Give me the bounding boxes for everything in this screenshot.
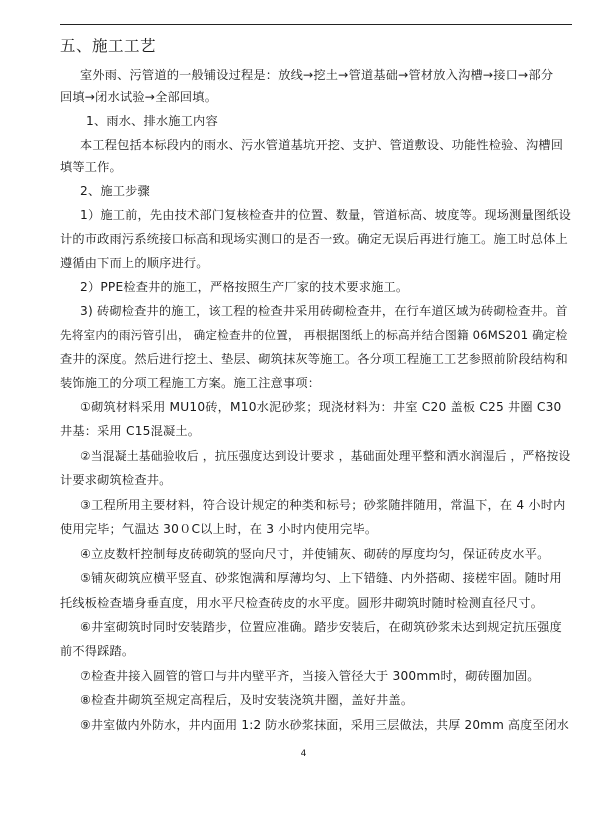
paragraph-line: 使用完毕；气温达 30０C以上时，在 3 小时内使用完毕。 (60, 522, 378, 536)
paragraph-line: ①砌筑材料采用 MU10砖，M10水泥砂浆；现浇材料为：井室 C20 盖板 C25 井圈 C30 (80, 400, 562, 414)
paragraph-line: ②当混凝土基础验收后 ，抗压强度达到设计要求 ，基础面处理平整和洒水润湿后 ，严格按设 (80, 449, 571, 463)
header-rule (60, 24, 572, 25)
paragraph-line: 装饰施工的分项工程施工方案。施工注意事项： (60, 376, 321, 390)
subheading: 2、施工步骤 (80, 184, 150, 198)
paragraph-line: 本工程包括本标段内的雨水、污水管道基坑开挖、支护、管道敷设、功能性检验、沟槽回 (80, 138, 564, 152)
paragraph-line: 室外雨、污管道的一般铺设过程是：放线→挖土→管道基础→管材放入沟槽→接口→部分 (80, 68, 554, 82)
paragraph-line: 查井的深度。然后进行挖土、垫层、砌筑抹灰等施工。各分项工程施工工艺参照前阶段结构和 (60, 352, 568, 366)
paragraph-line: 填等工作。 (60, 160, 122, 174)
paragraph-line: 1）施工前，先由技术部门复核检查井的位置、数量，管道标高、坡度等。现场测量图纸设 (80, 208, 572, 222)
paragraph-line: ⑨井室做内外防水，井内面用 1:2 防水砂浆抹面，采用三层做法，共厚 20mm 高度至闭水 (80, 718, 569, 732)
paragraph-line: ④立皮数杆控制每皮砖砌筑的竖向尺寸，并使铺灰、砌砖的厚度均匀，保证砖皮水平。 (80, 547, 550, 561)
paragraph-line: ⑧检查井砌筑至规定高程后，及时安装浇筑井圈，盖好井盖。 (80, 693, 414, 707)
page-number: 4 (300, 749, 307, 759)
section-heading: 五、施工工艺 (60, 37, 157, 55)
paragraph-line: 2）PPE检查井的施工，严格按照生产厂家的技术要求施工。 (80, 280, 409, 294)
paragraph-line: 先将室内的雨污管引出， 确定检查井的位置， 再根据图纸上的标高并结合图籍 06MS201 确定检 (60, 328, 568, 342)
paragraph-line: 计的市政雨污系统接口标高和现场实测口的是否一致。确定无误后再进行施工。施工时总体上 (60, 232, 568, 246)
paragraph-line: 回填→闭水试验→全部回填。 (60, 90, 218, 104)
paragraph-line: ⑥井室砌筑时同时安装踏步，位置应准确。踏步安装后，在砌筑砂浆未达到规定抗压强度 (80, 620, 562, 634)
paragraph-line: 托线板检查墙身垂直度，用水平尺检查砖皮的水平度。圆形井砌筑时随时检测直径尺寸。 (60, 596, 544, 610)
paragraph-line: 井基：采用 C15混凝土。 (60, 424, 201, 438)
paragraph-line: 前不得踩踏。 (60, 644, 135, 658)
paragraph-line: 遵循由下而上的顺序进行。 (60, 256, 209, 270)
paragraph-line: ⑤铺灰砌筑应横平竖直、砂浆饱满和厚薄均匀、上下错缝、内外搭砌、接槎牢固。随时用 (80, 571, 562, 585)
paragraph-line: 3) 砖砌检查井的施工，该工程的检查井采用砖砌检查井，在行车道区域为砖砌检查井。首 (80, 304, 568, 318)
paragraph-line: ③工程所用主要材料，符合设计规定的种类和标号；砂浆随拌随用，常温下，在 4 小时内 (80, 498, 566, 512)
paragraph-line: ⑦检查井接入圆管的管口与井内壁平齐，当接入管径大于 300mm时，砌砖圈加固。 (80, 669, 540, 683)
paragraph-line: 计要求砌筑检查井。 (60, 473, 172, 487)
subheading: 1、雨水、排水施工内容 (86, 114, 218, 128)
